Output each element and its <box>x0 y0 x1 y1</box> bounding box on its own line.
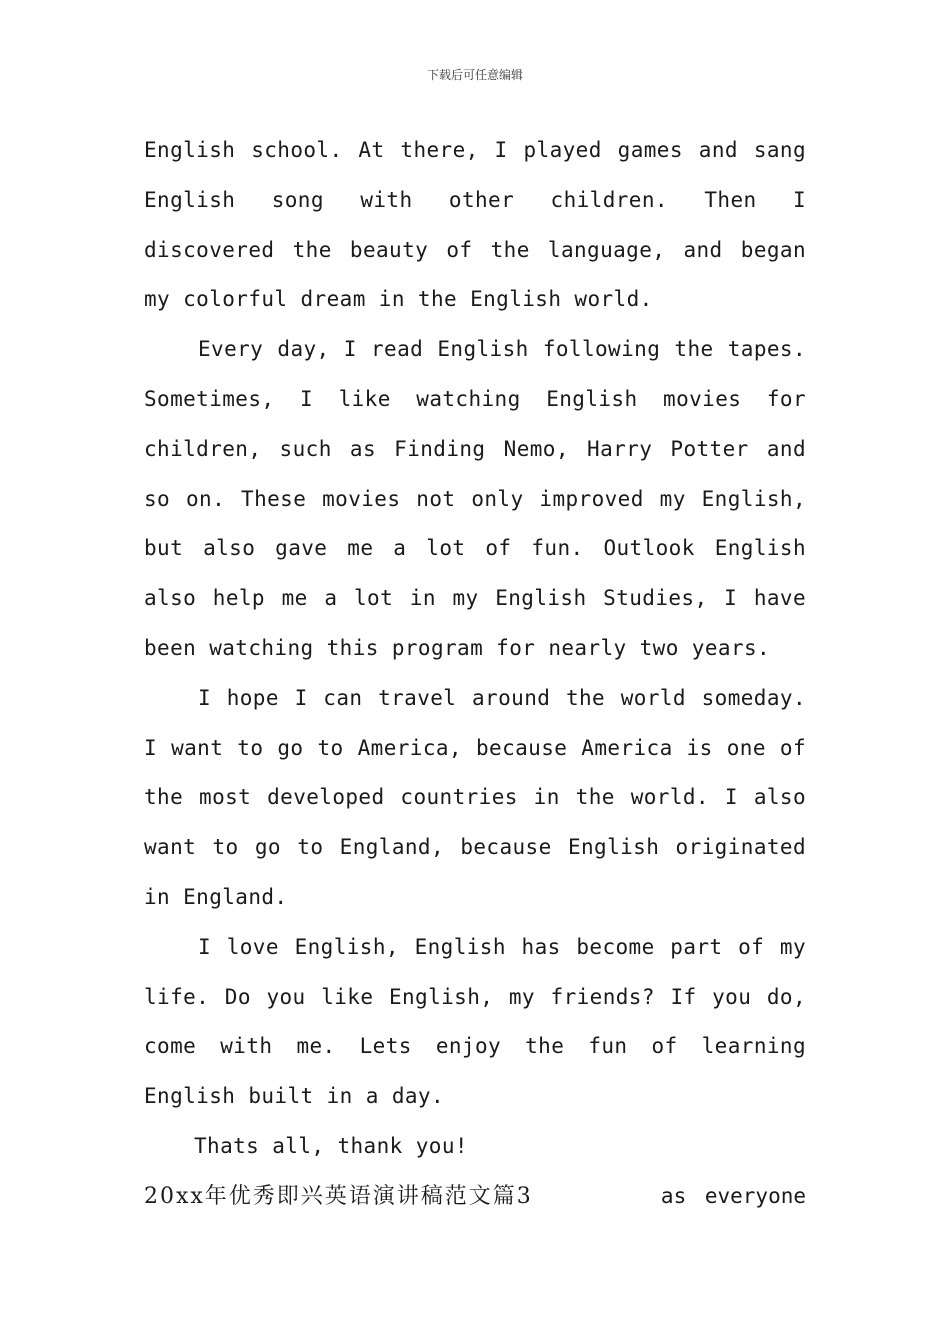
paragraph-travel: I hope I can travel around the world someday. I want to go to America, because America is one of the most developed countries in the world. I also want to go to England, because English originated in England. <box>144 685 806 909</box>
paragraph-love-english: I love English, English has become part of my life. Do you like English, my friends? If you do, come with me. Lets enjoy the fun of learning English built in a day. <box>144 934 806 1109</box>
page-header: 下载后可任意编辑 <box>426 68 523 82</box>
next-section-line <box>144 1172 806 1222</box>
document-body <box>144 126 806 1222</box>
section-title: 20xx年优秀即兴英语演讲稿范文篇3 <box>144 1183 533 1209</box>
paragraph-every-day: Every day, I read English following the tapes. Sometimes, I like watching English movies for children, such as Finding Nemo, Harry Potter and so on. These movies not only improved my English, but also gave me a lot of fun. Outlook English also help me a lot in my English Studies, I have been watching this program for nearly two years. <box>144 337 806 660</box>
paragraph-closing: Thats all, thank you! <box>194 1133 468 1158</box>
paragraph-english-school: English school. At there, I played games and sang English song with other children. Then I discovered the beauty of the language, and began my colorful dream in the English world. <box>144 138 806 312</box>
section-continuation: as everyone <box>660 1183 806 1208</box>
